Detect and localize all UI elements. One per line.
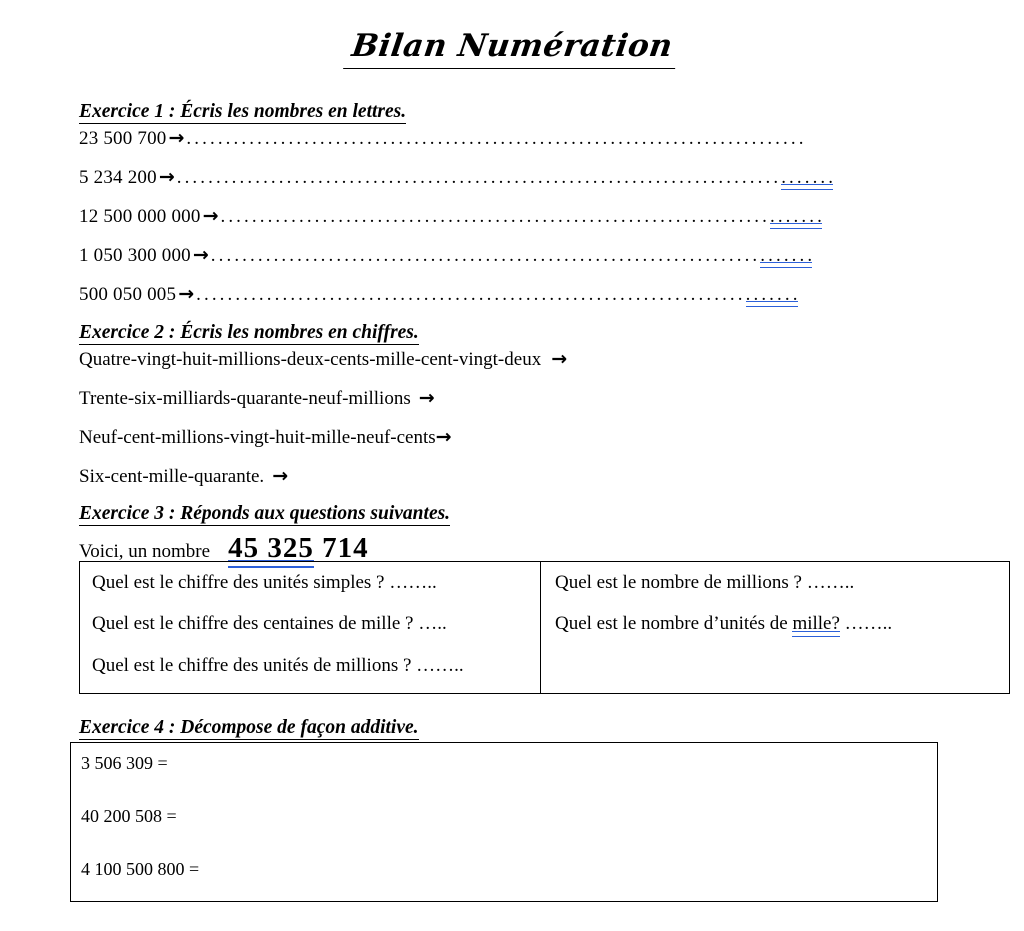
exercise-3-table-cell-left	[80, 562, 541, 693]
exercise-3-question-2-text: Quel est le chiffre des centaines de mille ?	[92, 613, 419, 635]
exercise-2-heading	[79, 322, 419, 343]
exercise-3-question-5-flagged-word: mille?	[792, 613, 840, 635]
exercise-1-item-3	[79, 206, 825, 227]
exercise-2-item-2	[79, 388, 437, 409]
page-title-text: Bilan Numération	[343, 29, 681, 69]
answer-line-4-flagged[interactable]: .......	[760, 245, 816, 266]
arrow-icon: →	[168, 127, 185, 149]
exercise-3-big-number-underlined: 45 325	[228, 532, 314, 564]
exercise-3-answer-2[interactable]: …..	[418, 613, 447, 635]
exercise-3-heading	[79, 503, 450, 524]
exercise-3-answer-3[interactable]: ……..	[416, 654, 464, 676]
exercise-3-big-number-rest: 714	[313, 532, 369, 564]
exercise-1-heading	[79, 101, 406, 122]
exercise-3-table	[79, 561, 1010, 694]
exercise-1-item-5	[79, 284, 801, 305]
exercise-2-words-1: Quatre-vingt-huit-millions-deux-cents-mille-cent-vingt-deux	[79, 349, 542, 370]
exercise-2-item-1	[79, 349, 569, 370]
exercise-4-heading-text: Exercice 4 : Décompose de façon additive.	[79, 717, 419, 738]
exercise-2-item-4	[79, 466, 290, 487]
exercise-3-question-4-text: Quel est le nombre de millions ?	[555, 572, 807, 593]
exercise-3-question-3	[92, 655, 540, 676]
exercise-4-heading	[79, 717, 419, 738]
exercise-4-item-2[interactable]: 40 200 508 =	[81, 806, 177, 827]
exercise-3-heading-text: Exercice 3 : Réponds aux questions suivantes.	[79, 503, 451, 524]
arrow-icon: →	[272, 465, 289, 487]
exercise-4-box	[70, 742, 938, 902]
exercise-1-number-5: 500 050 005	[79, 284, 177, 305]
exercise-1-item-4	[79, 245, 815, 266]
exercise-3-prompt-label: Voici, un nombre	[79, 541, 211, 562]
exercise-1-number-2: 5 234 200	[79, 167, 157, 188]
arrow-icon: →	[202, 205, 219, 227]
arrow-icon: →	[192, 244, 209, 266]
exercise-2-heading-text: Exercice 2 : Écris les nombres en chiffres.	[79, 322, 419, 343]
answer-line-5[interactable]: ......................................................................	[196, 284, 746, 305]
exercise-1-number-4: 1 050 300 000	[79, 245, 191, 266]
exercise-2-words-2: Trente-six-milliards-quarante-neuf-millions	[79, 388, 411, 409]
arrow-icon: →	[435, 426, 452, 448]
exercise-2-item-3	[79, 427, 454, 448]
exercise-4-item-3[interactable]: 4 100 500 800 =	[81, 859, 200, 880]
exercise-3-answer-5[interactable]: ……..	[839, 613, 893, 635]
answer-line-2[interactable]: .............................................................................	[176, 167, 782, 188]
exercise-1-item-2	[79, 167, 836, 188]
arrow-icon: →	[158, 166, 175, 188]
exercise-2-words-4: Six-cent-mille-quarante.	[79, 466, 265, 487]
answer-line-4[interactable]: ......................................................................	[210, 245, 761, 266]
arrow-icon: →	[178, 283, 195, 305]
exercise-3-question-1	[92, 572, 540, 593]
exercise-1-heading-text: Exercice 1 : Écris les nombres en lettres.	[79, 101, 407, 122]
answer-line-1[interactable]: ...............................................................................	[186, 128, 807, 149]
exercise-3-answer-4[interactable]: ……..	[806, 572, 855, 593]
page-title	[0, 28, 1024, 69]
exercise-3-table-cell-right	[541, 562, 1009, 693]
exercise-3-question-2	[92, 613, 540, 634]
arrow-icon: →	[551, 348, 568, 370]
exercise-3-question-4	[555, 572, 1009, 593]
exercise-1-number-3: 12 500 000 000	[79, 206, 201, 227]
exercise-3-question-3-text: Quel est le chiffre des unités de millions ?	[92, 654, 417, 676]
answer-line-3-flagged[interactable]: .......	[769, 206, 825, 227]
exercise-3-question-1-text: Quel est le chiffre des unités simples ?	[92, 572, 390, 593]
answer-line-2-flagged[interactable]: .......	[781, 167, 837, 188]
exercise-3-answer-1[interactable]: ……..	[389, 572, 437, 593]
exercise-2-words-3: Neuf-cent-millions-vingt-huit-mille-neuf-cents	[79, 427, 436, 448]
exercise-1-number-1: 23 500 700	[79, 128, 167, 149]
exercise-3-question-5	[555, 613, 1009, 634]
exercise-1-item-1	[79, 128, 807, 149]
answer-line-5-flagged[interactable]: .......	[745, 284, 801, 305]
arrow-icon: →	[418, 387, 435, 409]
exercise-3-question-5-text: Quel est le nombre d’unités de	[555, 613, 793, 635]
exercise-4-item-1[interactable]: 3 506 309 =	[81, 753, 168, 773]
answer-line-3[interactable]: ......................................................................	[220, 206, 770, 227]
